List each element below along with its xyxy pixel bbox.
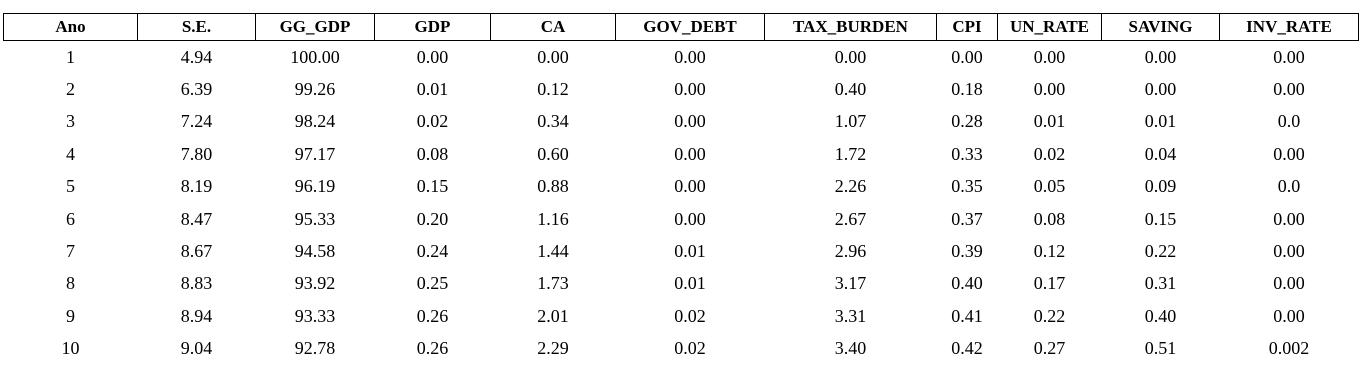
table-cell: 0.02 xyxy=(674,338,706,359)
table-cell: 0.88 xyxy=(537,176,569,197)
table-cell: 1.07 xyxy=(834,111,867,132)
table-cell: 4 xyxy=(66,143,75,164)
header-cell-un-rate: UN_RATE xyxy=(998,14,1102,41)
table-cell: 95.33 xyxy=(294,208,336,229)
table-cell: 0.00 xyxy=(674,46,706,67)
table-cell: 0.35 xyxy=(951,176,983,197)
table-cell: 0.24 xyxy=(416,241,449,262)
table-cell: 0.01 xyxy=(416,79,449,100)
table-cell: 0.0 xyxy=(1277,176,1301,197)
table-cell: 0.02 xyxy=(674,305,706,326)
table-cell: 2.26 xyxy=(834,176,867,197)
table-cell: 98.24 xyxy=(294,111,336,132)
variance-decomposition-table xyxy=(3,13,1359,365)
table-cell: 93.92 xyxy=(294,273,336,294)
table-cell: 0.00 xyxy=(674,79,706,100)
table-cell: 0.05 xyxy=(1033,176,1066,197)
header-cell-gg-gdp: GG_GDP xyxy=(256,14,375,41)
table-cell: 0.08 xyxy=(1033,208,1066,229)
table-cell: 92.78 xyxy=(294,338,336,359)
table-cell: 0.00 xyxy=(1033,79,1066,100)
table-row xyxy=(4,235,1359,267)
table-cell: 97.17 xyxy=(294,143,336,164)
table-cell: 0.04 xyxy=(1144,143,1177,164)
table-cell: 96.19 xyxy=(294,176,336,197)
table-row xyxy=(4,171,1359,203)
table-cell: 8.94 xyxy=(180,305,213,326)
table-row xyxy=(4,203,1359,235)
header-row xyxy=(4,14,1359,41)
table-cell: 0.00 xyxy=(834,46,867,67)
table-cell: 0.26 xyxy=(416,338,449,359)
table-cell: 5 xyxy=(66,176,75,197)
table-cell: 8.19 xyxy=(180,176,213,197)
table-cell: 0.08 xyxy=(416,143,449,164)
table-cell: 0.01 xyxy=(1144,111,1177,132)
table-cell: 0.22 xyxy=(1033,305,1066,326)
table-cell: 0.31 xyxy=(1144,273,1177,294)
table-cell: 3 xyxy=(66,111,75,132)
variance-decomposition-table-container xyxy=(3,13,1358,365)
table-cell: 0.12 xyxy=(1033,241,1066,262)
table-cell: 0.00 xyxy=(537,46,569,67)
table-cell: 2.67 xyxy=(834,208,867,229)
table-cell: 1.16 xyxy=(537,208,569,229)
table-cell: 0.22 xyxy=(1144,241,1177,262)
table-cell: 0.09 xyxy=(1144,176,1177,197)
table-cell: 0.41 xyxy=(951,305,983,326)
table-cell: 0.01 xyxy=(1033,111,1066,132)
table-cell: 0.002 xyxy=(1268,338,1310,359)
table-cell: 0.00 xyxy=(1273,208,1305,229)
table-cell: 0.40 xyxy=(951,273,983,294)
table-cell: 0.51 xyxy=(1144,338,1177,359)
header-cell-se: S.E. xyxy=(138,14,256,41)
table-cell: 1.44 xyxy=(537,241,569,262)
table-cell: 0.40 xyxy=(834,79,867,100)
header-cell-tax-burden: TAX_BURDEN xyxy=(765,14,937,41)
table-cell: 3.40 xyxy=(834,338,867,359)
table-cell: 0.15 xyxy=(416,176,449,197)
header-cell-saving: SAVING xyxy=(1102,14,1220,41)
table-cell: 93.33 xyxy=(294,305,336,326)
table-row xyxy=(4,106,1359,138)
table-cell: 2.96 xyxy=(834,241,867,262)
table-header xyxy=(4,14,1359,41)
header-cell-inv-rate: INV_RATE xyxy=(1220,14,1359,41)
header-cell-ano: Ano xyxy=(4,14,138,41)
header-cell-gov-debt: GOV_DEBT xyxy=(616,14,765,41)
table-cell: 4.94 xyxy=(180,46,213,67)
table-cell: 0.20 xyxy=(416,208,449,229)
table-cell: 0.00 xyxy=(951,46,983,67)
table-cell: 7 xyxy=(66,241,75,262)
table-cell: 0.37 xyxy=(951,208,983,229)
table-cell: 8 xyxy=(66,273,75,294)
table-cell: 1 xyxy=(66,46,75,67)
table-cell: 1.72 xyxy=(834,143,867,164)
table-cell: 0.00 xyxy=(1273,273,1305,294)
table-body xyxy=(4,41,1359,365)
table-cell: 9.04 xyxy=(180,338,213,359)
table-cell: 0.15 xyxy=(1144,208,1177,229)
table-cell: 0.60 xyxy=(537,143,569,164)
table-cell: 3.31 xyxy=(834,305,867,326)
table-cell: 1.73 xyxy=(537,273,569,294)
table-cell: 7.80 xyxy=(180,143,213,164)
table-cell: 0.00 xyxy=(1273,143,1305,164)
table-cell: 0.00 xyxy=(674,143,706,164)
table-row xyxy=(4,300,1359,332)
table-cell: 0.26 xyxy=(416,305,449,326)
table-row xyxy=(4,73,1359,105)
table-cell: 0.17 xyxy=(1033,273,1066,294)
table-cell: 6.39 xyxy=(180,79,213,100)
table-cell: 0.00 xyxy=(1273,46,1305,67)
table-cell: 0.42 xyxy=(951,338,983,359)
table-cell: 0.00 xyxy=(1273,241,1305,262)
table-row xyxy=(4,138,1359,170)
table-cell: 0.00 xyxy=(674,176,706,197)
table-cell: 3.17 xyxy=(834,273,867,294)
table-cell: 2.29 xyxy=(537,338,569,359)
table-cell: 0.00 xyxy=(1273,79,1305,100)
table-cell: 0.02 xyxy=(416,111,449,132)
table-cell: 0.25 xyxy=(416,273,449,294)
table-cell: 10 xyxy=(61,338,80,359)
table-cell: 8.67 xyxy=(180,241,213,262)
table-cell: 7.24 xyxy=(180,111,213,132)
table-cell: 0.40 xyxy=(1144,305,1177,326)
table-cell: 0.00 xyxy=(674,208,706,229)
table-row xyxy=(4,41,1359,74)
table-cell: 0.12 xyxy=(537,79,569,100)
table-cell: 0.00 xyxy=(416,46,449,67)
table-cell: 0.00 xyxy=(1144,46,1177,67)
table-cell: 100.00 xyxy=(290,46,340,67)
table-cell: 8.47 xyxy=(180,208,213,229)
table-cell: 94.58 xyxy=(294,241,336,262)
table-cell: 0.00 xyxy=(1033,46,1066,67)
table-cell: 0.0 xyxy=(1277,111,1301,132)
header-cell-cpi: CPI xyxy=(937,14,998,41)
table-cell: 2 xyxy=(66,79,75,100)
table-row xyxy=(4,268,1359,300)
header-cell-gdp: GDP xyxy=(375,14,491,41)
table-cell: 0.01 xyxy=(674,273,706,294)
table-cell: 0.28 xyxy=(951,111,983,132)
table-cell: 0.00 xyxy=(674,111,706,132)
table-cell: 0.39 xyxy=(951,241,983,262)
table-cell: 6 xyxy=(66,208,75,229)
table-cell: 2.01 xyxy=(537,305,569,326)
table-row xyxy=(4,333,1359,365)
table-cell: 8.83 xyxy=(180,273,213,294)
table-cell: 0.01 xyxy=(674,241,706,262)
table-cell: 99.26 xyxy=(294,79,336,100)
table-cell: 0.02 xyxy=(1033,143,1066,164)
table-cell: 9 xyxy=(66,305,75,326)
table-cell: 0.00 xyxy=(1273,305,1305,326)
table-cell: 0.34 xyxy=(537,111,569,132)
table-cell: 0.18 xyxy=(951,79,983,100)
table-cell: 0.33 xyxy=(951,143,983,164)
table-cell: 0.00 xyxy=(1144,79,1177,100)
table-cell: 0.27 xyxy=(1033,338,1066,359)
header-cell-ca: CA xyxy=(491,14,616,41)
